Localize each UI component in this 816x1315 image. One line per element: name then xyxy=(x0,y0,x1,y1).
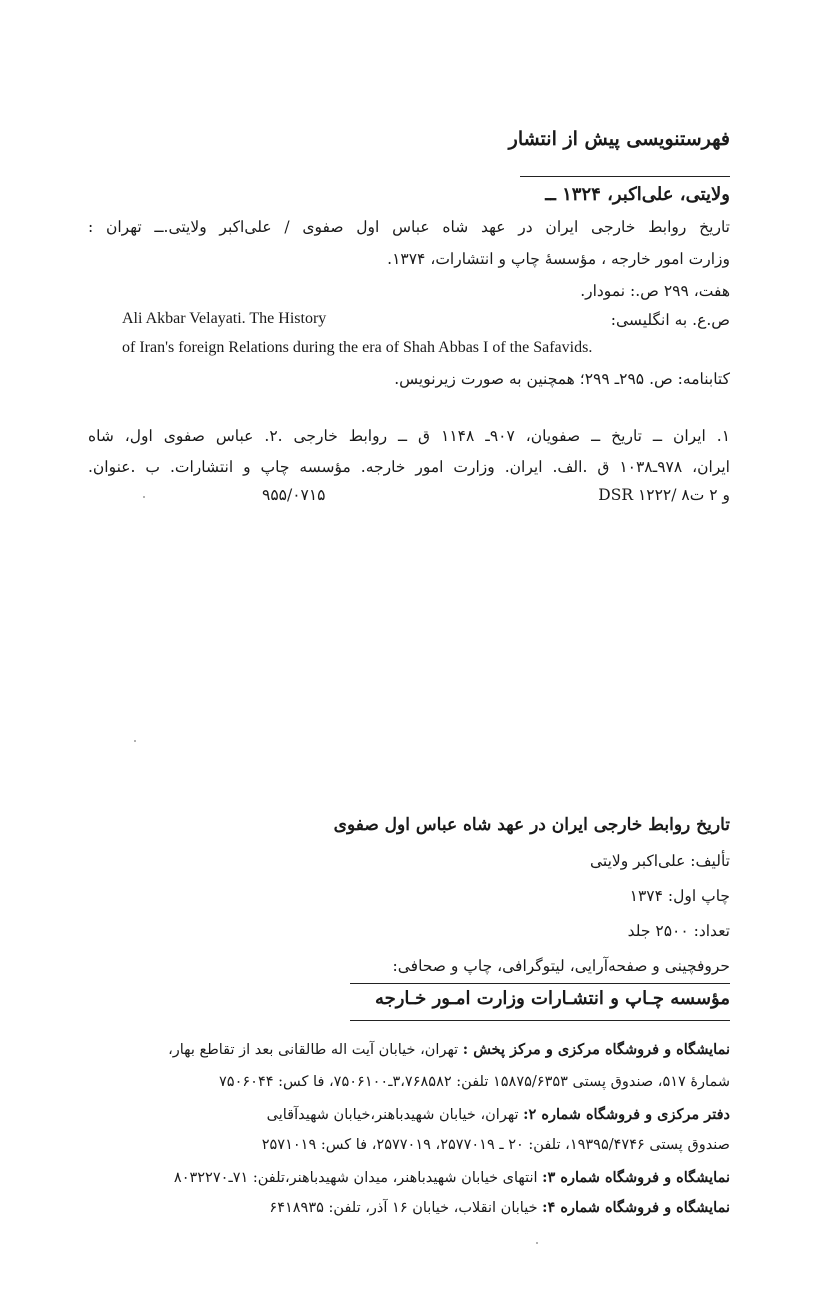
cip-call-number: DSR ۱۲۲۲/ ۸و ۲ ت xyxy=(598,486,730,504)
scan-speck xyxy=(536,1242,538,1244)
cip-title-line: تاریخ روابط خارجی ایران در عهد شاه عباس اول صفوی / علی‌اکبر ولایتی.ــ تهران : xyxy=(88,218,730,236)
cip-bibliography-line: کتابنامه: ص. ۲۹۵ـ ۲۹۹؛ همچنین به صورت زیرنویس. xyxy=(394,370,730,388)
address-store-4-text: خیابان انقلاب، خیابان ۱۶ آذر، تلفن: ۶۴۱۸۹۳۵ xyxy=(269,1200,543,1216)
imprint-publisher: مؤسسه چـاپ و انتشـارات وزارت امـور خـارجه xyxy=(374,988,730,1009)
address-central-store xyxy=(170,1041,730,1058)
imprint-book-title: تاریخ روابط خارجی ایران در عهد شاه عباس اول صفوی xyxy=(333,815,730,835)
address-store-3-label: نمایشگاه و فروشگاه شماره ۳: xyxy=(542,1169,730,1186)
scan-speck xyxy=(134,740,136,742)
address-central-store-label: نمایشگاه و فروشگاه مرکزی و مرکز پخش : xyxy=(462,1041,730,1058)
cip-divider xyxy=(520,176,730,177)
cip-english-title-label: ص.ع. به انگلیسی: xyxy=(610,311,730,329)
publisher-bottom-rule xyxy=(350,1020,730,1021)
imprint-author: تألیف: علی‌اکبر ولایتی xyxy=(589,852,730,870)
address-store-4-label: نمایشگاه و فروشگاه شماره ۴: xyxy=(542,1199,730,1216)
address-store-3 xyxy=(174,1169,730,1186)
imprint-production: حروفچینی و صفحه‌آرایی، لیتوگرافی، چاپ و صحافی: xyxy=(392,957,730,975)
cip-pages-line: هفت، ۲۹۹ ص.: نمودار. xyxy=(580,282,730,300)
imprint-edition: چاپ اول: ۱۳۷۴ xyxy=(629,887,730,905)
cip-subject-line-2: ایران، ۹۷۸ـ۱۰۳۸ ق .الف. ایران. وزارت امور خارجه. مؤسسه چاپ و انتشارات. ب .عنوان. xyxy=(88,458,730,476)
address-store-4 xyxy=(269,1199,730,1216)
address-store-2-text: تهران، خیابان شهیدباهنر،خیابان شهیدآقایی xyxy=(266,1107,524,1123)
cip-author: ولایتی، علی‌اکبر، ۱۳۲۴ ــ xyxy=(545,184,730,205)
cip-english-title-line-1: Ali Akbar Velayati. The History xyxy=(122,310,327,327)
cip-heading: فهرستنویسی پیش از انتشار xyxy=(508,128,730,150)
cip-english-title-line-2: of Iran's foreign Relations during the era of Shah Abbas I of the Safavids. xyxy=(122,339,593,356)
address-store-2-contact: صندوق پستی ۱۹۳۹۵/۴۷۴۶، تلفن: ۲۰ ـ ۲۵۷۷۰۱۹، ۲۵۷۷۰۱۹، فا کس: ۲۵۷۱۰۱۹ xyxy=(261,1137,730,1153)
cip-publisher-line: وزارت امور خارجه ، مؤسسهٔ چاپ و انتشارات، ۱۳۷۴. xyxy=(387,250,730,268)
address-central-store-text: تهران، خیابان آیت اله طالقانی بعد از تقاطع بهار، xyxy=(168,1042,463,1058)
address-central-store-contact: شمارهٔ ۵۱۷، صندوق پستی ۱۵۸۷۵/۶۳۵۳ تلفن: ۳،۷۶۸۵۸۲ـ۷۵۰۶۱۰۰، فا کس: ۷۵۰۶۰۴۴ xyxy=(219,1074,730,1090)
cip-subject-line-1: ۱. ایران ــ تاریخ ــ صفویان، ۹۰۷ـ ۱۱۴۸ ق ــ روابط خارجی .۲. عباس صفوی اول، شاه xyxy=(88,427,731,445)
address-store-2-label: دفتر مرکزی و فروشگاه شماره ۲: xyxy=(523,1106,730,1123)
imprint-copies: تعداد: ۲۵۰۰ جلد xyxy=(627,922,730,940)
scan-speck xyxy=(143,496,145,498)
cip-dewey-number: ۹۵۵/۰۷۱۵ xyxy=(262,486,326,504)
address-store-2 xyxy=(267,1106,730,1123)
address-store-3-text: انتهای خیابان شهیدباهنر، میدان شهیدباهنر،تلفن: ۷۱ـ۸۰۳۲۲۷۰ xyxy=(173,1170,543,1186)
publisher-top-rule xyxy=(350,983,730,984)
